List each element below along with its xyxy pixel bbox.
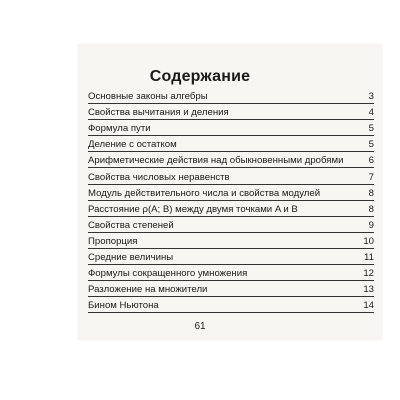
toc-entry-title: Разложение на множители	[88, 284, 208, 296]
toc-entry-page: 8	[368, 203, 374, 215]
toc-entry-title: Расстояние ρ(A; B) между двумя точками A и B	[88, 203, 298, 215]
toc-entry-title: Свойства числовых неравенств	[88, 171, 230, 183]
toc-entry	[88, 265, 374, 281]
toc-entry-title: Средние величины	[88, 252, 174, 264]
toc-entry	[88, 297, 374, 313]
toc-entry	[88, 120, 374, 136]
toc-entry-page: 13	[363, 284, 374, 296]
toc-entry-page: 6	[368, 155, 374, 167]
toc-entry-title: Свойства степеней	[88, 219, 174, 231]
toc-entry-page: 8	[368, 187, 374, 199]
toc-entry-page: 14	[363, 300, 374, 312]
toc-entry	[88, 249, 374, 265]
toc-entry-title: Формула пути	[88, 123, 151, 135]
toc-entry-page: 7	[368, 171, 374, 183]
toc-entry-page: 9	[368, 219, 374, 231]
toc-entry-page: 5	[368, 123, 374, 135]
page-title: Содержание	[149, 68, 251, 85]
toc-entry	[88, 281, 374, 297]
toc-entry	[88, 136, 374, 152]
toc-entry-title: Бином Ньютона	[88, 300, 159, 312]
toc-entry	[88, 152, 374, 168]
toc-entry-page: 5	[368, 139, 374, 151]
toc-entry	[88, 104, 374, 120]
toc-entry	[88, 201, 374, 217]
page-number: 61	[194, 321, 206, 332]
toc-entry	[88, 217, 374, 233]
toc-entry-title: Деление с остатком	[88, 139, 177, 151]
toc-entry-title: Модуль действительного числа и свойства модулей	[88, 187, 321, 199]
toc-entry-page: 12	[363, 268, 374, 280]
toc-entry-title: Свойства вычитания и деления	[88, 107, 229, 119]
toc-entry-page: 4	[368, 107, 374, 119]
toc-entry	[88, 233, 374, 249]
toc-entry-title: Арифметические действия над обыкновенными дробями	[88, 155, 344, 167]
toc-entry	[88, 88, 374, 104]
toc-entry	[88, 168, 374, 184]
toc-entry	[88, 185, 374, 201]
toc-entry-title: Основные законы алгебры	[88, 91, 208, 103]
toc-entry-page: 10	[363, 235, 374, 247]
toc-entry-page: 11	[364, 252, 374, 264]
table-of-contents	[88, 88, 374, 313]
toc-entry-title: Формулы сокращенного умножения	[88, 268, 248, 280]
toc-entry-page: 3	[368, 91, 374, 103]
toc-entry-title: Пропорция	[88, 235, 138, 247]
